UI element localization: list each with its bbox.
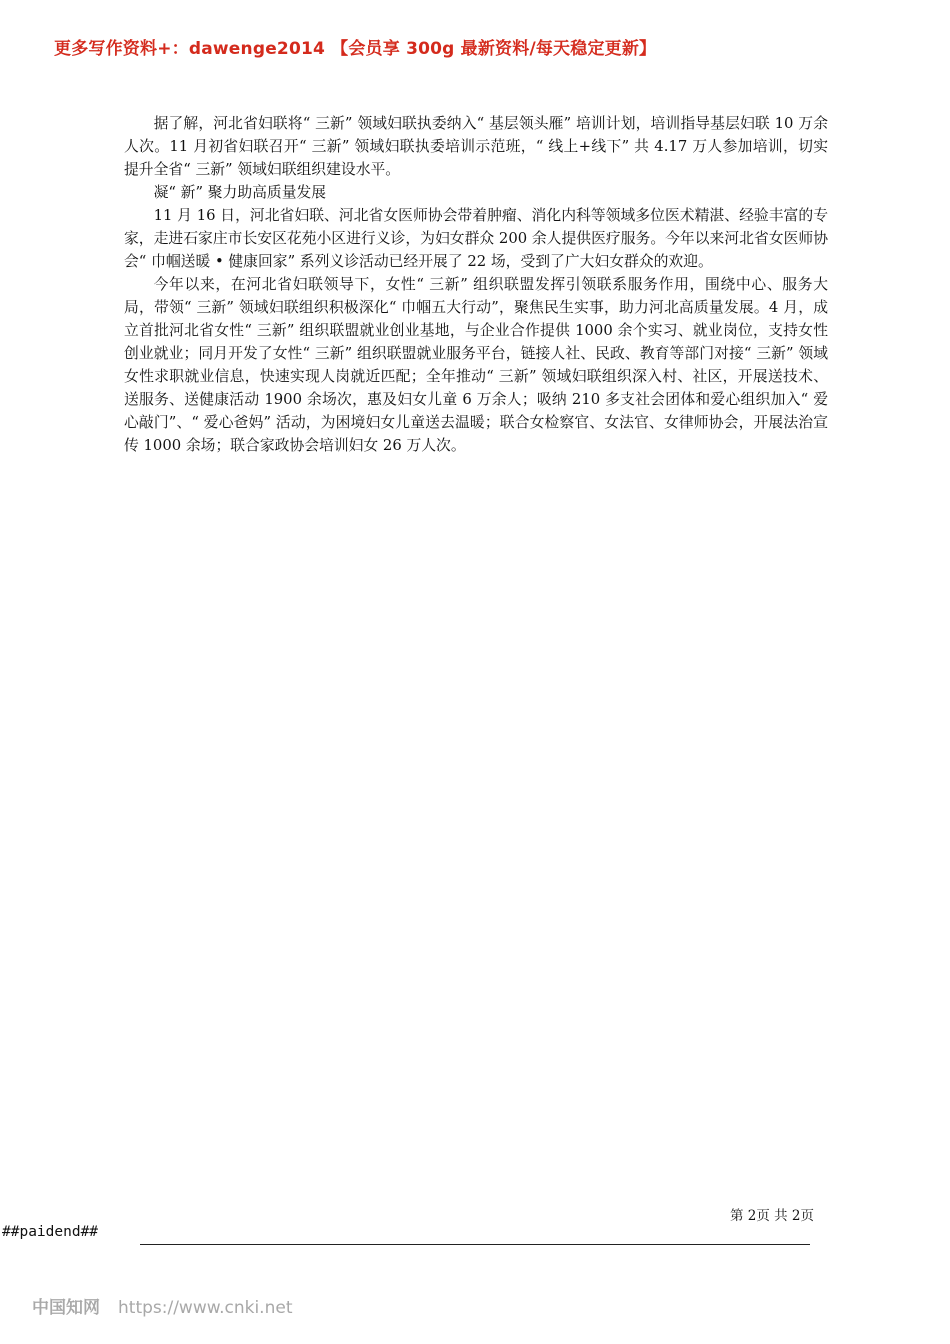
watermark-brand: 中国知网 xyxy=(32,1298,100,1318)
page-number: 第 2页 共 2页 xyxy=(729,1208,814,1224)
paragraph-clinic: 11 月 16 日，河北省妇联、河北省女医师协会带着肿瘤、消化内科等领域多位医术精湛、经验丰富的专家，走进石家庄市长安区花苑小区进行义诊，为妇女群众 200 余人提供医疗服务。今年以来河北省女医师协会“ 巾帼送暖 • 健康回家” 系列义诊活动已经开展了 22 场，受到了广大妇女群众的欢迎。 xyxy=(124,207,828,270)
cnki-watermark xyxy=(32,1293,292,1318)
paragraph-training: 据了解，河北省妇联将“ 三新” 领域妇联执委纳入“ 基层领头雁” 培训计划，培训指导基层妇联 10 万余人次。11 月初省妇联召开“ 三新” 领域妇联执委培训示范班，“ 线上+线下” 共 4.17 万人参加培训，切实提升全省“ 三新” 领域妇联组织建设水平。 xyxy=(124,115,828,178)
footer-divider xyxy=(140,1244,810,1245)
paragraph-alliance: 今年以来，在河北省妇联领导下，女性“ 三新” 组织联盟发挥引领联系服务作用，围绕中心、服务大局，带领“ 三新” 领域妇联组织积极深化“ 巾帼五大行动”，聚焦民生实事，助力河北高质量发展。4 月，成立首批河北省女性“ 三新” 组织联盟就业创业基地，与企业合作提供 1000 余个实习、就业岗位，支持女性创业就业；同月开发了女性“ 三新” 组织联盟就业服务平台，链接人社、民政、教育等部门对接“ 三新” 领域女性求职就业信息，快速实现人岗就近匹配；全年推动“ 三新” 领域妇联组织深入村、社区，开展送技术、送服务、送健康活动 1900 余场次，惠及妇女儿童 6 万余人；吸纳 210 多支社会团体和爱心组织加入“ 爱心敲门”、“ 爱心爸妈” 活动，为困境妇女儿童送去温暖；联合女检察官、女法官、女律师协会，开展法治宣传 1000 余场；联合家政协会培训妇女 26 万人次。 xyxy=(124,276,828,454)
promo-banner: 更多写作资料+：dawenge2014 【会员享 300g 最新资料/每天稳定更新】 xyxy=(54,39,657,59)
paid-end-marker: ##paidend## xyxy=(2,1224,99,1240)
article-body xyxy=(124,112,828,457)
watermark-url: https://www.cnki.net xyxy=(118,1298,293,1318)
section-heading: 凝“ 新” 聚力助高质量发展 xyxy=(153,184,327,201)
